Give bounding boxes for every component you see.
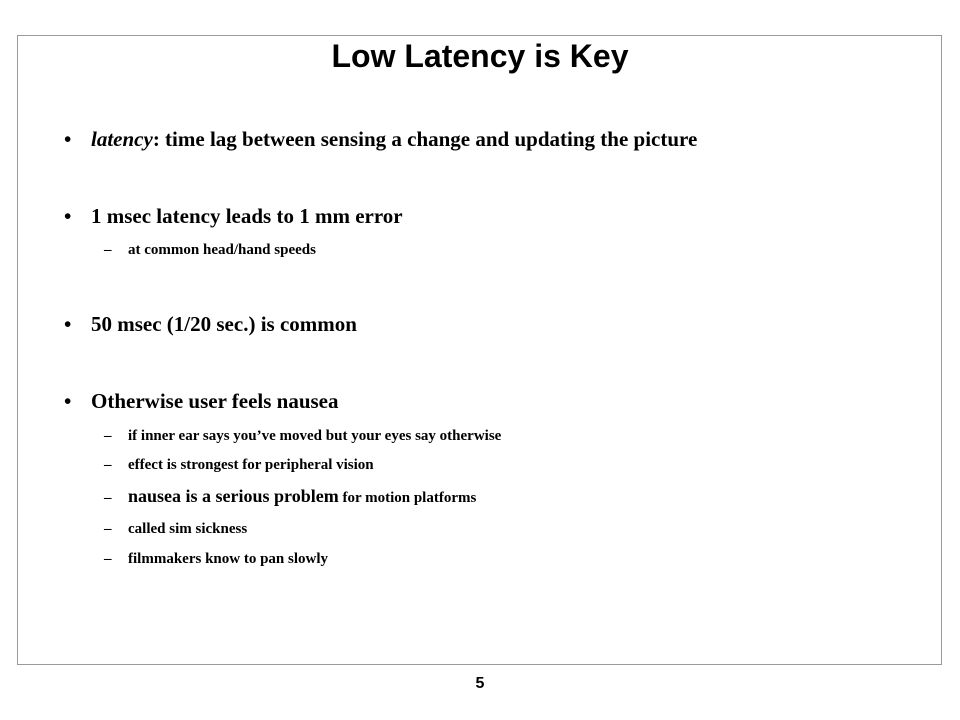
bullet-marker: • <box>64 127 72 151</box>
sub-bullet-text: called sim sickness <box>128 521 248 537</box>
bullet-latency-error <box>64 203 403 229</box>
sub-bullet-text: at common head/hand speeds <box>128 242 316 258</box>
dash-marker: – <box>104 457 112 473</box>
sub-bullet <box>104 240 316 260</box>
page-number: 5 <box>475 675 485 692</box>
dash-marker: – <box>104 551 112 567</box>
sub-bullet <box>104 549 328 569</box>
sub-bullet-text: filmmakers know to pan slowly <box>128 551 329 567</box>
bullet-term: latency <box>91 127 153 151</box>
bullet-nausea <box>64 388 339 414</box>
bullet-text: 1 msec latency leads to 1 mm error <box>91 204 403 228</box>
dash-marker: – <box>104 242 112 258</box>
sub-bullet <box>104 455 374 475</box>
bullet-common-latency <box>64 311 357 337</box>
bullet-latency-definition <box>64 126 697 152</box>
dash-marker: – <box>104 521 112 537</box>
dash-marker: – <box>104 428 112 444</box>
sub-bullet <box>104 426 501 446</box>
bullet-text: : time lag between sensing a change and updating the picture <box>152 127 698 151</box>
sub-bullet-text: if inner ear says you’ve moved but your eyes say otherwise <box>128 428 502 444</box>
bullet-marker: • <box>64 312 72 336</box>
sub-bullet-text: effect is strongest for peripheral vision <box>128 457 374 473</box>
bullet-marker: • <box>64 204 72 228</box>
bullet-text: 50 msec (1/20 sec.) is common <box>91 312 357 336</box>
dash-marker: – <box>104 490 112 506</box>
sub-bullet-emphasis: nausea is a serious problem <box>128 486 339 506</box>
sub-bullet <box>104 486 476 508</box>
sub-bullet <box>104 519 247 539</box>
bullet-text: Otherwise user feels nausea <box>91 389 339 413</box>
bullet-marker: • <box>64 389 72 413</box>
sub-bullet-text: for motion platforms <box>338 490 477 506</box>
slide-title: Low Latency is Key <box>331 38 629 74</box>
